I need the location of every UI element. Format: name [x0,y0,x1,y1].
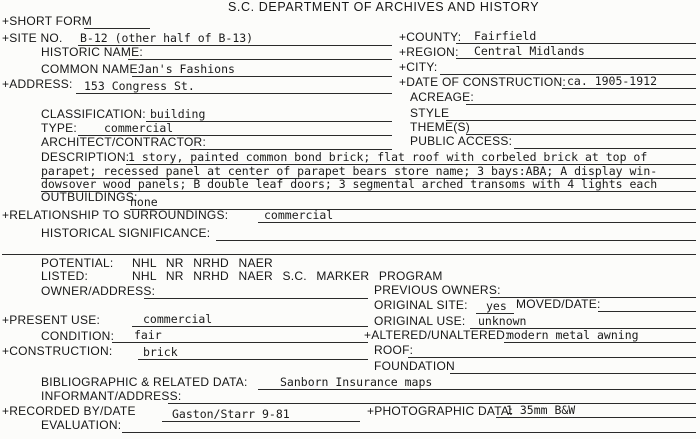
common-name-label: COMMON NAME: [41,62,142,76]
recorded-by-value: Gaston/Starr 9-81 [172,407,290,421]
public-access-line [514,148,696,149]
short-form-label: +SHORT FORM [2,14,92,28]
construction-line [138,359,368,360]
evaluation-line [122,432,696,433]
themes-label: THEME(S) [410,120,470,134]
moved-date-line [598,311,696,312]
construction-label: +CONSTRUCTION: [2,344,113,358]
relationship-line [258,222,696,223]
condition-label: CONDITION: [41,329,115,343]
page-title: S.C. DEPARTMENT OF ARCHIVES AND HISTORY [228,0,540,14]
address-line [76,93,392,94]
original-use-label: ORIGINAL USE: [374,314,466,328]
city-label: +CITY: [399,60,438,74]
condition-line [112,342,368,343]
relationship-value: commercial [264,208,334,222]
construction-value: brick [143,345,178,359]
recorded-by-label: +RECORDED BY/DATE [2,404,136,418]
region-label: +REGION: [399,45,459,59]
description-line-3: dowsover wood panels; B double leaf doors; 3 segmental arched transoms with 4 lights each [41,177,658,191]
section-divider [2,254,696,255]
acreage-line [466,104,696,105]
roof-line [408,357,696,358]
site-no-value: B-12 (other half of B-13) [80,31,254,45]
owner-address-line [144,298,368,299]
date-construction-value: ca. 1905-1912 [567,74,658,88]
county-label: +COUNTY: [399,30,462,44]
photographic-line [496,417,696,418]
historic-name-line [128,59,392,60]
original-use-value: unknown [478,314,527,328]
county-value: Fairfield [474,29,537,43]
condition-value: fair [134,328,162,342]
public-access-label: PUBLIC ACCESS: [410,134,513,148]
address-label: +ADDRESS: [2,77,73,91]
style-label: STYLE [410,106,450,120]
historic-name-label: HISTORIC NAME: [41,45,143,59]
listed-label: LISTED: [41,269,89,283]
outbuildings-value: none [130,195,158,209]
date-construction-line [562,88,696,89]
classification-line [146,121,392,122]
potential-label: POTENTIAL: [41,256,114,270]
outbuildings-label: OUTBUILDINGS: [41,190,138,204]
architect-label: ARCHITECT/CONTRACTOR: [41,135,207,149]
foundation-label: FOUNDATION [374,359,455,373]
original-site-value: yes [486,299,507,313]
classification-label: CLASSIFICATION: [41,107,146,121]
altered-value: modern metal awning [507,328,639,342]
photographic-label: +PHOTOGRAPHIC DATA: [367,404,513,418]
previous-owners-label: PREVIOUS OWNERS: [374,283,501,297]
region-value: Central Midlands [474,44,585,58]
listed-codes: NHL NR NRHD NAER S.C. MARKER PROGRAM [132,269,443,283]
historical-significance-label: HISTORICAL SIGNIFICANCE: [41,226,211,240]
present-use-value: commercial [143,312,213,326]
present-use-label: +PRESENT USE: [2,313,101,327]
relationship-label: +RELATIONSHIP TO SURROUNDINGS: [2,208,229,222]
site-no-label: +SITE NO. [2,31,63,45]
photographic-value: 1 35mm B&W [506,403,576,417]
altered-label: +ALTERED/UNALTERED: [364,328,509,342]
recorded-by-line [162,421,360,422]
bibliographic-line [258,389,696,390]
bibliographic-value: Sanborn Insurance maps [280,375,433,389]
roof-label: ROOF: [374,343,414,357]
description-rule-3 [41,191,696,192]
bibliographic-label: BIBLIOGRAPHIC & RELATED DATA: [41,375,248,389]
moved-date-label: MOVED/DATE: [516,297,601,311]
common-name-value: Jan's Fashions [138,62,235,76]
description-line-1: 1 story, painted common bond brick; flat roof with corbeled brick at top of [128,150,648,164]
type-label: TYPE: [41,121,77,135]
classification-value: building [150,107,206,121]
evaluation-label: EVALUATION: [41,418,122,432]
owner-address-label: OWNER/ADDRESS: [41,284,156,298]
foundation-line [450,373,696,374]
description-label: DESCRIPTION: [41,150,130,164]
altered-line [504,342,696,343]
description-line-2: parapet; recessed panel at center of parapet bears store name; 3 bays:ABA; A display win- [41,164,658,178]
original-site-label: ORIGINAL SITE: [374,298,468,312]
present-use-line [132,326,368,327]
region-line [456,58,696,59]
historical-significance-line [216,240,696,241]
potential-codes: NHL NR NRHD NAER [132,256,273,270]
short-form-line [84,28,150,29]
acreage-label: ACREAGE: [410,90,475,104]
informant-label: INFORMANT/ADDRESS: [41,389,182,403]
date-construction-label: +DATE OF CONSTRUCTION: [399,75,566,89]
type-value: commercial [104,121,174,135]
common-name-line [132,76,392,77]
address-value: 153 Congress St. [84,79,195,93]
style-line [446,120,696,121]
